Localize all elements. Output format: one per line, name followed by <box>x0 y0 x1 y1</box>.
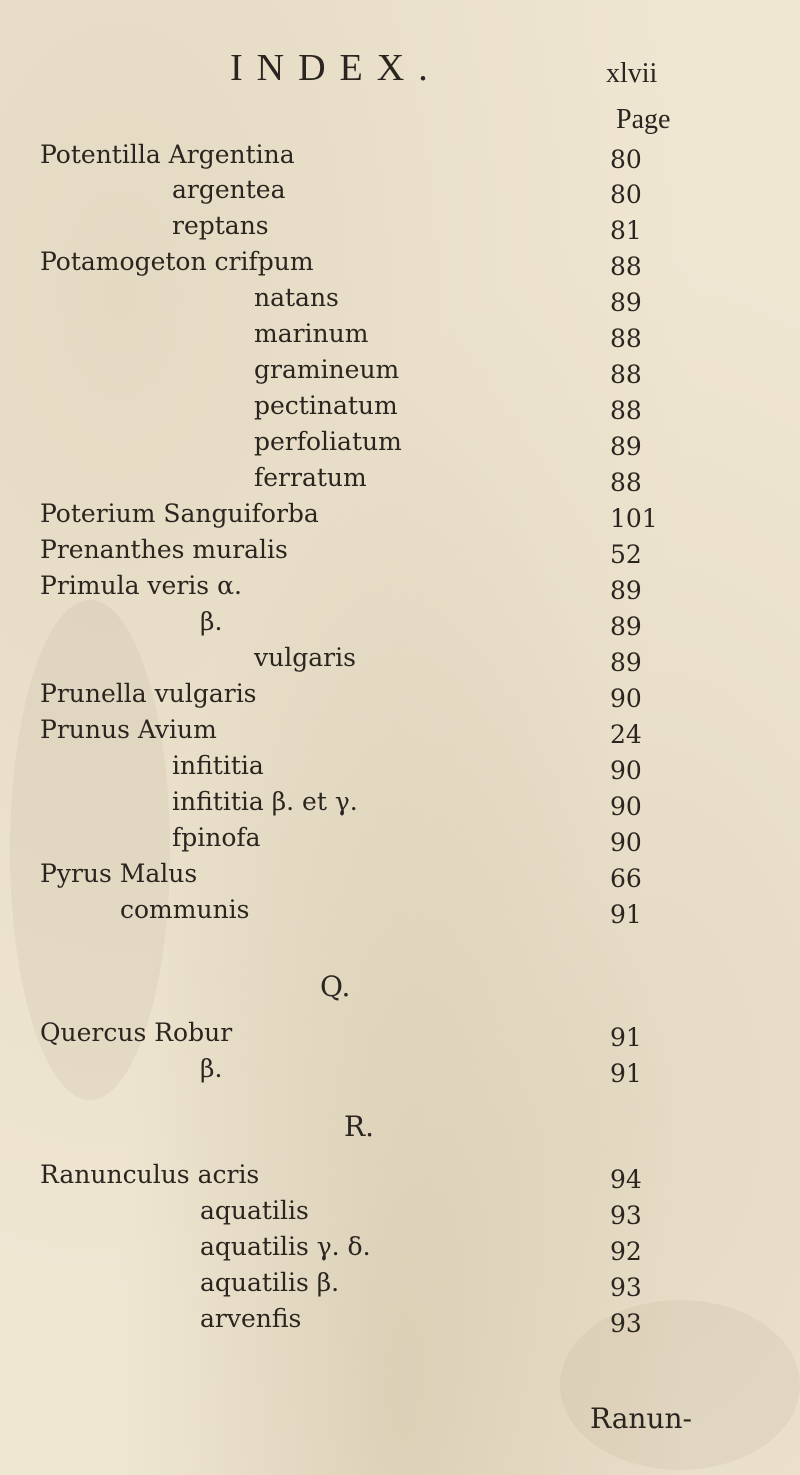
entry-page: 90 <box>610 684 642 713</box>
entry-page: 89 <box>610 288 642 317</box>
entry-page: 81 <box>610 216 642 245</box>
index-entry <box>40 715 217 744</box>
index-entry <box>172 787 358 816</box>
entry-page: 24 <box>610 720 642 749</box>
entry-term: gramineum <box>254 355 400 384</box>
entry-term: Potamogeton crifpum <box>40 247 314 276</box>
index-entry <box>40 535 288 564</box>
entry-term: aquatilis <box>200 1196 309 1225</box>
entry-term: infititia β. et γ. <box>172 787 358 816</box>
entry-page: 88 <box>610 252 642 281</box>
index-entry <box>172 211 269 240</box>
index-entry <box>200 607 222 636</box>
entry-page: 93 <box>610 1309 642 1338</box>
index-entry <box>200 1054 222 1083</box>
entry-term: aquatilis γ. δ. <box>200 1232 371 1261</box>
index-entry <box>40 140 295 169</box>
index-entry <box>40 571 242 600</box>
entry-page: 92 <box>610 1237 642 1266</box>
entry-page: 91 <box>610 1023 642 1052</box>
entry-term: communis <box>120 895 250 924</box>
index-entry <box>254 391 398 420</box>
entry-term: natans <box>254 283 339 312</box>
index-entry <box>200 1268 339 1297</box>
entry-page: 90 <box>610 792 642 821</box>
index-entry <box>172 175 286 204</box>
entry-page: 89 <box>610 432 642 461</box>
entry-term: Poterium Sanguiforba <box>40 499 319 528</box>
index-entry <box>200 1232 371 1261</box>
entry-term: Potentilla Argentina <box>40 140 295 169</box>
entry-page: 93 <box>610 1273 642 1302</box>
index-entry <box>40 1018 232 1047</box>
index-entry <box>40 679 257 708</box>
entry-page: 88 <box>610 396 642 425</box>
entry-term: perfoliatum <box>254 427 402 456</box>
entry-term: aquatilis β. <box>200 1268 340 1297</box>
index-entry <box>40 859 197 888</box>
entry-page: 91 <box>610 900 642 929</box>
entry-page: 80 <box>610 145 642 174</box>
index-entry <box>254 355 399 384</box>
entry-term: Prenanthes muralis <box>40 535 288 564</box>
entry-term: Prunella vulgaris <box>40 679 257 708</box>
entry-page: 66 <box>610 864 642 893</box>
entry-term: Pyrus Malus <box>40 859 198 888</box>
entry-page: 88 <box>610 360 642 389</box>
entry-term: marinum <box>254 319 369 348</box>
index-entry <box>254 427 402 456</box>
index-entry <box>172 751 264 780</box>
entry-term: reptans <box>172 211 269 240</box>
index-entry <box>120 895 250 924</box>
entry-term: pectinatum <box>254 391 398 420</box>
entry-term: arvenfis <box>200 1304 302 1333</box>
index-title: INDEX. <box>230 47 442 89</box>
entry-term: Prunus Avium <box>40 715 217 744</box>
entry-page: 88 <box>610 468 642 497</box>
page-number: xlvii <box>606 58 658 89</box>
entry-term: Ranunculus acris <box>40 1160 260 1189</box>
page-column-label: Page <box>616 104 671 135</box>
entry-page: 90 <box>610 756 642 785</box>
entry-page: 89 <box>610 576 642 605</box>
entry-page: 89 <box>610 648 642 677</box>
entry-page: 88 <box>610 324 642 353</box>
section-letter: Q. <box>320 970 351 1003</box>
index-entry <box>254 319 368 348</box>
index-entry <box>200 1304 301 1333</box>
index-entry <box>254 643 356 672</box>
index-entry <box>40 499 319 528</box>
index-entry <box>254 463 367 492</box>
entry-page: 93 <box>610 1201 642 1230</box>
entry-term: fpinofa <box>172 823 261 852</box>
entry-term: Quercus Robur <box>40 1018 233 1047</box>
entry-page: 90 <box>610 828 642 857</box>
catchword: Ranun- <box>590 1402 692 1435</box>
entry-term: argentea <box>172 175 286 204</box>
index-entry <box>254 283 339 312</box>
entry-term: vulgaris <box>254 643 356 672</box>
entry-page: 91 <box>610 1059 642 1088</box>
index-entry <box>172 823 261 852</box>
entry-term: β. <box>200 607 223 636</box>
entry-term: Primula veris α. <box>40 571 242 600</box>
entry-term: infititia <box>172 751 264 780</box>
index-entry <box>40 247 314 276</box>
paper-stain <box>560 1300 800 1470</box>
entry-page: 52 <box>610 540 642 569</box>
section-letter: R. <box>344 1110 374 1143</box>
entry-page: 101 <box>610 504 658 533</box>
entry-page: 80 <box>610 180 642 209</box>
index-entry <box>40 1160 259 1189</box>
entry-term: ferratum <box>254 463 367 492</box>
entry-term: β. <box>200 1054 223 1083</box>
index-entry <box>200 1196 309 1225</box>
entry-page: 89 <box>610 612 642 641</box>
entry-page: 94 <box>610 1165 642 1194</box>
